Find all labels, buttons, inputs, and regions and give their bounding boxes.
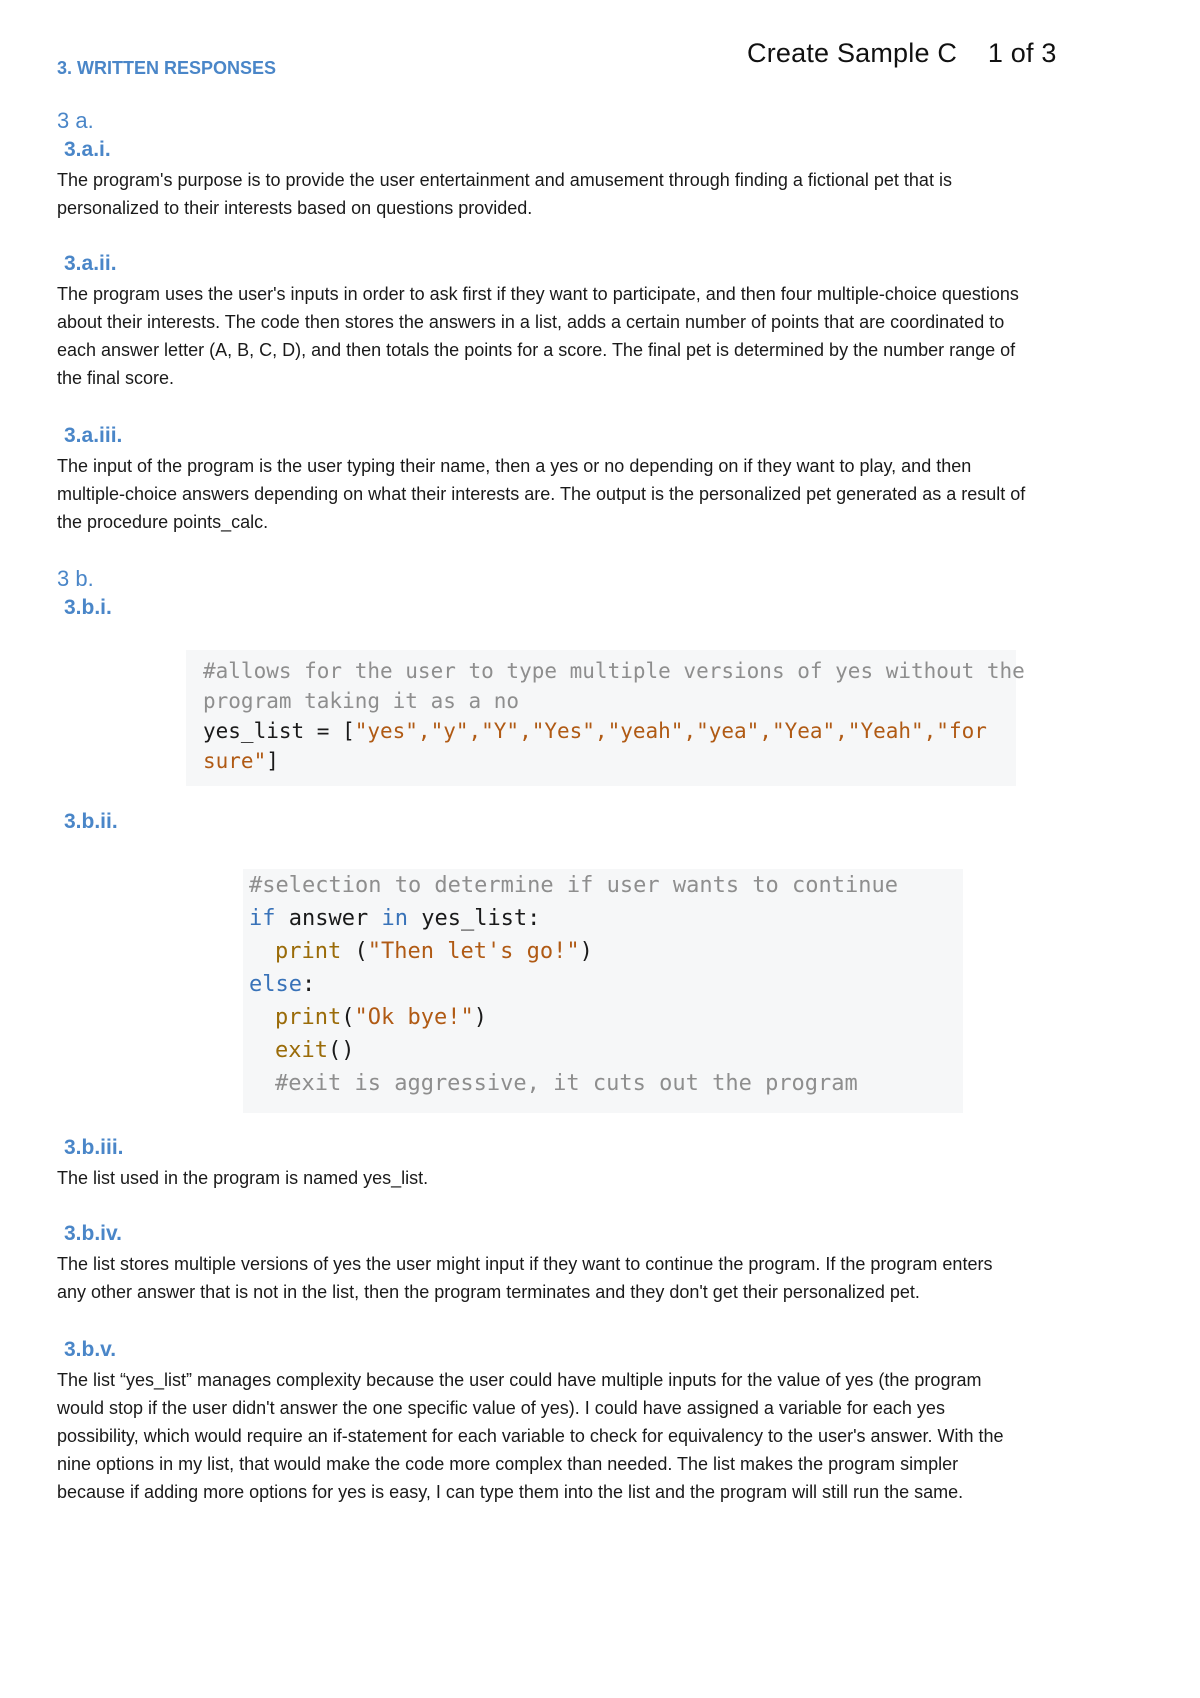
paragraph-3biv (57, 1250, 1157, 1306)
code-keyword: in (381, 906, 408, 931)
paragraph-line: The list used in the program is named yes_list. (57, 1168, 429, 1188)
code-text: ( (341, 939, 368, 964)
code-line (249, 1034, 963, 1067)
code-assign: yes_list = [ (203, 719, 355, 743)
code-line (203, 746, 999, 776)
code-comment: program taking it as a no (203, 689, 520, 713)
paragraph-line: multiple-choice answers depending on what their interests are. The output is the personalized pet generated as a result of (57, 484, 1026, 504)
code-string: "Ok bye!" (354, 1005, 474, 1030)
heading-3bi: 3.b.i. (64, 596, 112, 619)
paragraph-line: The program uses the user's inputs in order to ask first if they want to participate, and then four multiple-choice questions (57, 284, 1019, 304)
code-keyword: if (249, 906, 276, 931)
code-comment: #exit is aggressive, it cuts out the program (275, 1071, 858, 1096)
paragraph-line: would stop if the user didn't answer the one specific value of yes). I could have assigned a variable for each yes (57, 1398, 945, 1418)
paragraph-line: possibility, which would require an if-statement for each variable to check for equivalency to the user's answer. With the (57, 1426, 1004, 1446)
paragraph-line: any other answer that is not in the list, then the program terminates and they don't get their personalized pet. (57, 1282, 920, 1302)
paragraph-3aii (57, 280, 1157, 392)
paragraph-line: The input of the program is the user typing their name, then a yes or no depending on if they want to play, and then (57, 456, 972, 476)
paragraph-3ai (57, 166, 1157, 222)
code-line (249, 935, 963, 968)
code-function: exit (275, 1038, 328, 1063)
code-comment: #selection to determine if user wants to continue (249, 873, 899, 898)
heading-3aiii: 3.a.iii. (64, 424, 123, 447)
part-a-heading: 3 a. (57, 108, 94, 133)
code-text: answer (275, 906, 382, 931)
paragraph-3biii (57, 1164, 1157, 1192)
code-string: "yes","y","Y","Yes","yeah","yea","Yea","Yeah","for (354, 719, 987, 743)
paragraph-line: about their interests. The code then stores the answers in a list, adds a certain number of points that are coordinated to (57, 312, 1005, 332)
code-line (249, 902, 963, 935)
code-line (249, 968, 963, 1001)
heading-3bii: 3.b.ii. (64, 810, 118, 833)
heading-3bv: 3.b.v. (64, 1338, 117, 1361)
heading-3biv: 3.b.iv. (64, 1222, 122, 1245)
code-text: () (327, 1038, 355, 1063)
paragraph-line: The list stores multiple versions of yes the user might input if they want to continue the program. If the program enters (57, 1254, 993, 1274)
part-b-heading: 3 b. (57, 566, 94, 591)
code-block-selection (243, 869, 963, 1113)
code-function: print (275, 939, 342, 964)
code-bracket: ] (266, 749, 279, 773)
paragraph-line: because if adding more options for yes is easy, I can type them into the list and the program will still run the same. (57, 1482, 964, 1502)
section-title: 3. WRITTEN RESPONSES (57, 58, 277, 78)
code-text: ( (341, 1005, 355, 1030)
paragraph-line: The program's purpose is to provide the user entertainment and amusement through finding a fictional pet that is (57, 170, 952, 190)
paragraph-line: the procedure points_calc. (57, 512, 269, 532)
paragraph-line: the final score. (57, 368, 175, 388)
code-text: : (301, 972, 316, 997)
code-function: print (275, 1005, 342, 1030)
paragraph-line: The list “yes_list” manages complexity because the user could have multiple inputs for the value of yes (the program (57, 1370, 982, 1390)
code-line (203, 716, 999, 746)
code-block-yes-list (186, 650, 1025, 786)
paragraph-line: each answer letter (A, B, C, D), and then totals the points for a score. The final pet is determined by the number range of (57, 340, 1016, 360)
code-keyword: else (249, 972, 302, 997)
heading-3aii: 3.a.ii. (64, 252, 117, 275)
paragraph-line: nine options in my list, that would make the code more complex than needed. The list makes the program simpler (57, 1454, 959, 1474)
paragraph-3bv (57, 1366, 1157, 1506)
heading-3biii: 3.b.iii. (64, 1136, 124, 1159)
code-comment: #allows for the user to type multiple versions of yes without the (203, 659, 1025, 683)
code-text: yes_list: (407, 906, 541, 931)
code-line (249, 1001, 963, 1034)
code-string: "Then let's go!" (367, 939, 580, 964)
heading-3ai: 3.a.i. (64, 138, 111, 161)
code-string: sure" (203, 749, 267, 773)
document-title: Create Sample C 1 of 3 (747, 38, 1057, 68)
code-text: ) (579, 939, 593, 964)
code-text: ) (473, 1005, 487, 1030)
paragraph-line: personalized to their interests based on questions provided. (57, 198, 533, 218)
paragraph-3aiii (57, 452, 1157, 536)
